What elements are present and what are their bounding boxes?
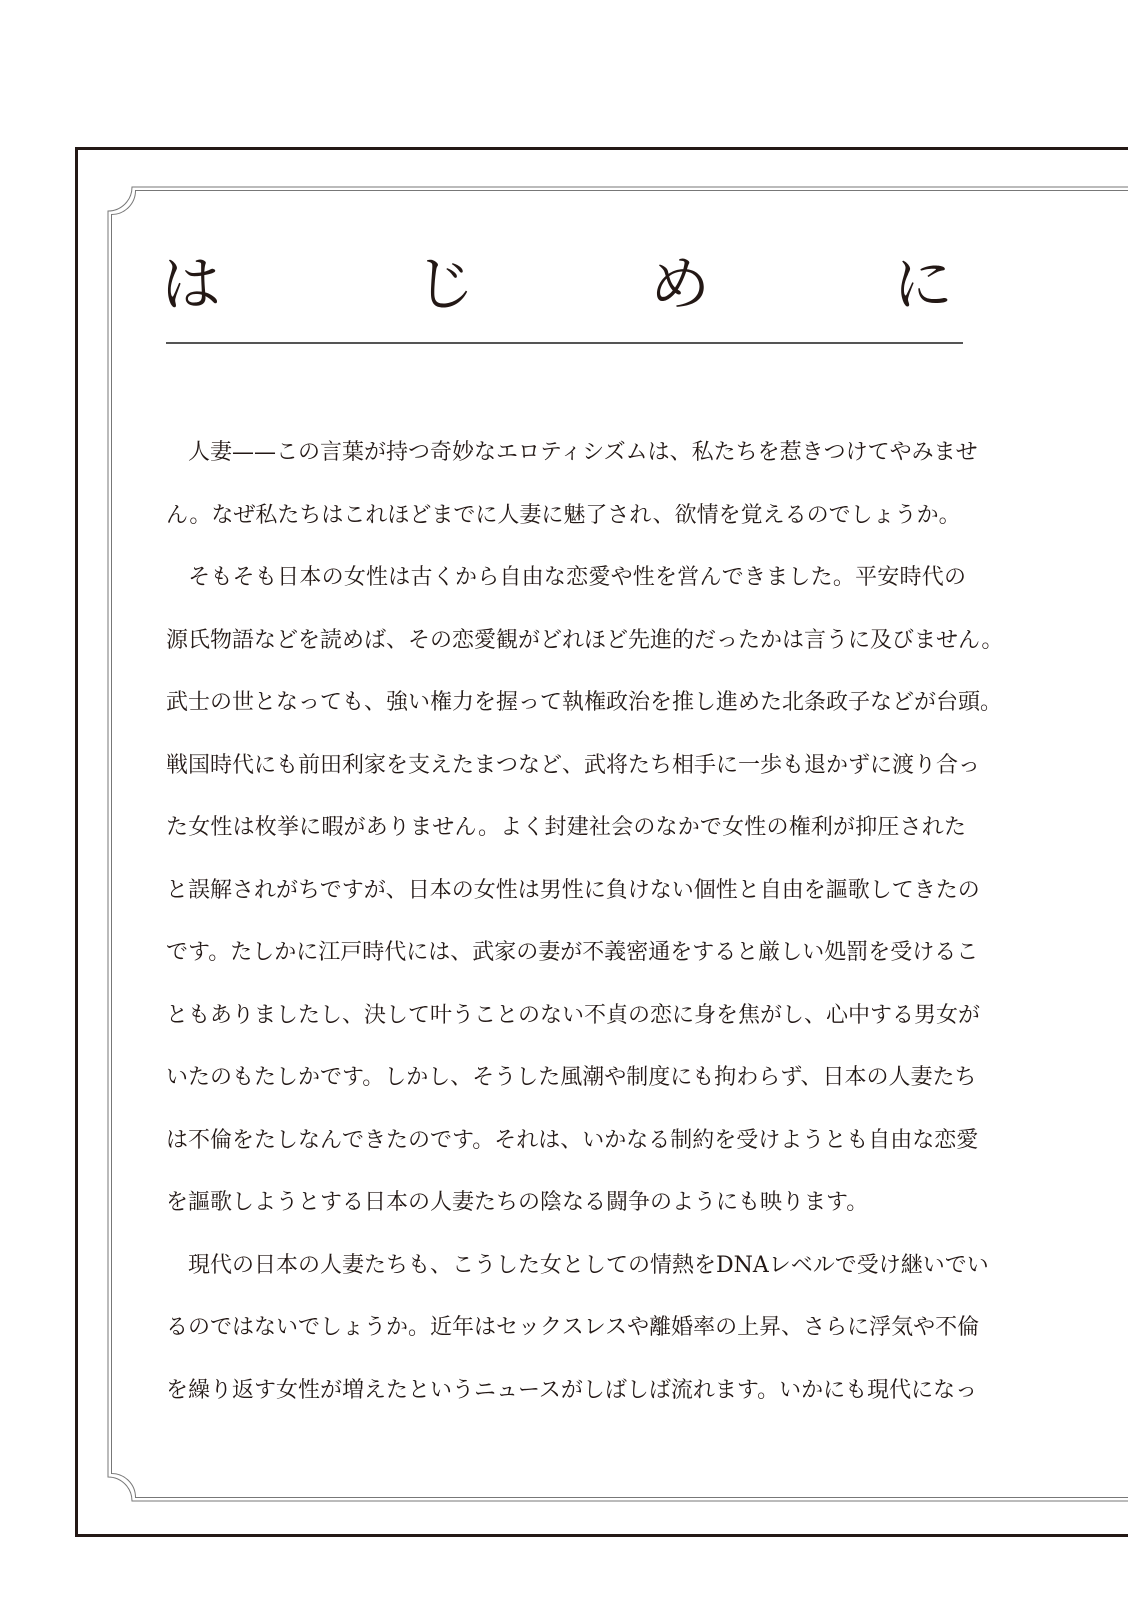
title-char: じ [415,250,475,320]
body-line: 源氏物語などを読めば、その恋愛観がどれほど先進的だったかは言うに及びません。 [166,627,1004,653]
body-line: を謳歌しようとする日本の人妻たちの陰なる闘争のようにも映ります。 [166,1190,869,1215]
body-line: るのではないでしょうか。近年はセックスレスや離婚率の上昇、さらに浮気や不倫 [166,1315,980,1340]
body-line: です。たしかに江戸時代には、武家の妻が不義密通をすると厳しい処罰を受けるこ [166,940,979,965]
page-title [161,245,963,325]
body-line: は不倫をたしなんできたのです。それは、いかなる制約を受けようとも自由な恋愛 [166,1127,979,1153]
body-line: ん。なぜ私たちはこれほどまでに人妻に魅了され、欲情を覚えるのでしょうか。 [166,502,961,528]
body-line: いたのもたしかです。しかし、そうした風潮や制度にも拘わらず、日本の人妻たち [166,1065,977,1090]
title-char: め [650,250,710,320]
title-char: に [893,250,953,320]
body-line: 戦国時代にも前田利家を支えたまつなど、武将たち相手に一歩も退かずに渡り合っ [166,752,981,778]
body-line: 現代の日本の人妻たちも、こうした女としての情熱をDNAレベルで受け継いでい [166,1252,989,1278]
title-char: は [161,250,221,320]
body-line: と誤解されがちですが、日本の女性は男性に負けない個性と自由を謳歌してきたの [166,877,980,903]
title-underline [166,342,963,344]
body-line: 武士の世となっても、強い権力を握って執権政治を推し進めた北条政子などが台頭。 [166,690,1003,715]
body-line: 人妻——この言葉が持つ奇妙なエロティシズムは、私たちを惹きつけてやみませ [166,440,978,465]
body-line: を繰り返す女性が増えたというニュースがしばしば流れます。いかにも現代になっ [166,1377,978,1403]
body-line: そもそも日本の女性は古くから自由な恋愛や性を営んできました。平安時代の [166,565,966,590]
body-line: た女性は枚挙に暇がありません。よく封建社会のなかで女性の権利が抑圧された [166,815,966,840]
body-line: ともありましたし、決して叶うことのない不貞の恋に身を焦がし、心中する男女が [166,1002,981,1028]
